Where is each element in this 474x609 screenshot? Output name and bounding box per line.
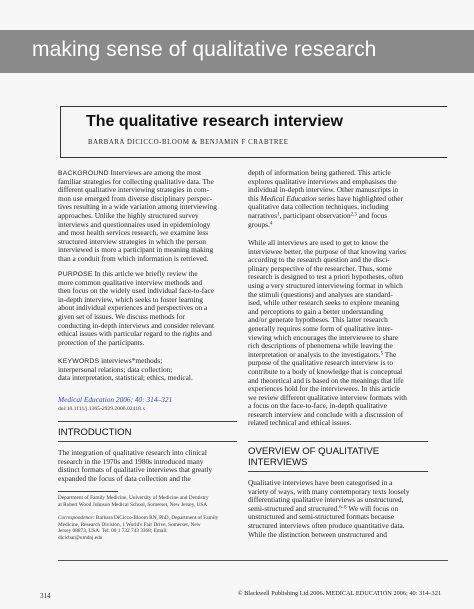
article-authors: BARBARA DICICCO-BLOOM & BENJAMIN F CRABTREE: [88, 139, 289, 146]
abstract-line: than a conduit from which information is retrieved.: [58, 253, 209, 263]
abstract-line: protection of the participants.: [58, 337, 145, 347]
copyright-line: © Blackwell Publishing Ltd 2006. MEDICAL EDUCATION 2006; 40: 314–321: [237, 590, 441, 597]
body-line: [248, 221, 430, 230]
body-line: a focus on the face-to-face, in-depth qualitative: [248, 401, 387, 411]
correspondence-label: Correspondence:: [58, 515, 95, 521]
correspondence-email: dicicbar@umdnj.edu: [58, 535, 103, 542]
body-line: explores qualitative interviews and emphasises the: [248, 176, 397, 186]
doi: doi:10.1111/j.1365-2929.2006.02418.x: [58, 406, 146, 412]
body-line: purpose of the qualitative research interview is to: [248, 358, 393, 368]
intro-line: research in the 1970s and 1980s introduced many: [58, 456, 204, 466]
body-line: research is designed to test a priori hypotheses, often: [248, 272, 404, 282]
article-title: The qualitative research interview: [86, 113, 343, 130]
right-para-1: [248, 169, 430, 229]
text-run: The: [383, 349, 397, 359]
abstract-line: structured interview strategies in which the person: [58, 236, 207, 246]
abstract-line: approaches. Unlike the highly structured survey: [58, 210, 199, 220]
text-run: narratives: [248, 210, 277, 220]
text-run: and focus: [356, 210, 388, 220]
abstract-keywords: [58, 357, 238, 383]
series-title: making sense of qualitative research: [32, 38, 377, 61]
section-divider: [248, 471, 428, 472]
abstract-background: [58, 169, 238, 264]
body-line: plinary perspective of the researcher. Thus, some: [248, 263, 392, 273]
correspondence: [58, 515, 243, 542]
abstract-line: tives resulting in a wide variation among interviewing: [58, 202, 217, 212]
body-line: and theoretical and is based on the meanings that life: [248, 375, 404, 385]
body-line: using a very structured interviewing format in which: [248, 280, 403, 290]
overview-heading-line: OVERVIEW OF QUALITATIVE: [248, 446, 380, 457]
text-run: interpretation or analysis to the investigators.: [248, 349, 381, 359]
affiliation-line: Department of Family Medicine, University of Medicine and Dentistry: [58, 495, 209, 501]
journal-citation: [58, 396, 238, 405]
body-line: [248, 212, 430, 221]
series-banner: [0, 30, 474, 73]
abstract-line: conducting in-depth interviews and consider relevant: [58, 320, 215, 330]
body-line: While all interviews are used to get to know the: [248, 238, 389, 247]
section-divider: [248, 441, 428, 442]
abstract-line: more common qualitative interview methods and: [58, 277, 203, 287]
reference-mark: 1: [276, 212, 280, 218]
body-line: interviewee better, the purpose of that knowing varies: [248, 246, 406, 256]
intro-line: The integration of qualitative research into clinical: [58, 448, 207, 457]
intro-line: distinct formats of qualitative interviews that greatly: [58, 465, 213, 475]
right-para-2: [248, 239, 430, 428]
body-line: differentiating qualitative interviews as unstructured,: [248, 495, 404, 505]
purpose-label: PURPOSE: [58, 271, 93, 278]
page-number: 314: [40, 592, 51, 600]
abstract-line: interviews and questionnaires used in epidemiology: [58, 219, 211, 229]
keywords-line: interpersonal relations; data collection;: [58, 364, 173, 374]
abstract-purpose: [58, 270, 238, 347]
keywords-line: interviews*methods;: [99, 356, 163, 365]
abstract-line: ethical issues with particular regard to the rights and: [58, 329, 212, 339]
intro-line: expanded the focus of data collection and the: [58, 473, 191, 483]
body-line: rich descriptions of phenomena while leaving the: [248, 341, 393, 351]
footnote-rule: [58, 491, 118, 492]
abstract-line: interviewed is more a participant in meaning making: [58, 245, 214, 255]
text-run: semi-structured and structured.: [248, 503, 340, 513]
text-run: groups.: [248, 219, 270, 229]
body-line: and/or generate hypotheses. This latter research: [248, 315, 388, 325]
affiliation: [58, 495, 243, 508]
body-line: unstructured and semi-structured formats because: [248, 512, 395, 522]
text-run: We will focus on: [346, 503, 399, 513]
body-line: and perceptions to gain a better understanding: [248, 306, 384, 316]
abstract-line: given set of issues. We discuss methods for: [58, 311, 185, 321]
correspondence-line: Barbara DiCicco-Bloom RN, PhD, Department of Family: [94, 515, 219, 521]
abstract-line: and most health services research, we examine less: [58, 228, 209, 238]
right-para-3: [248, 479, 430, 539]
footer-rule: [58, 560, 448, 561]
section-divider: [58, 421, 237, 422]
reference-mark: 2,3: [350, 212, 357, 218]
body-line: structured interviews often produce quantitative data.: [248, 520, 405, 530]
body-line: related technical and ethical issues.: [248, 418, 352, 428]
body-line: ised, while other research seeks to explore meaning: [248, 298, 400, 308]
abstract-line: different qualitative interviewing strategies in com-: [58, 185, 209, 195]
overview-heading: [248, 447, 379, 468]
correspondence-line: Medicine, Research Division, 1 World's Fair Drive, Somerset, New: [58, 521, 201, 528]
body-line: depth of information being gathered. This article: [248, 168, 391, 177]
body-line: research interview and conclude with a discussion of: [248, 409, 404, 419]
abstract-line: In this article we briefly review the: [92, 269, 198, 278]
body-line: the stimuli (questions) and analyses are standard-: [248, 289, 393, 299]
reference-mark: 5: [380, 351, 384, 357]
reference-mark: 6–8: [339, 505, 347, 511]
body-line: qualitative data collection techniques, including: [248, 202, 389, 212]
body-line: generally requires some form of qualitative inter-: [248, 323, 393, 333]
body-line: viewing which encourages the interviewee to share: [248, 332, 399, 342]
overview-heading-line: INTERVIEWS: [248, 456, 308, 468]
abstract-line: about individual experiences and perspectives on a: [58, 303, 208, 313]
journal-name: Medical Education: [260, 193, 317, 203]
affiliation-line: at Robert Wood Johnson Medical School, Somerset, New Jersey, USA: [58, 501, 208, 508]
keywords-line: data interpretation, statistical; ethics, medical.: [58, 373, 193, 383]
body-line: variety of ways, with many contemporary texts loosely: [248, 486, 410, 496]
reference-mark: 4: [269, 221, 273, 227]
abstract-line: in-depth interview, which seeks to foster learning: [58, 294, 203, 304]
keywords-label: KEYWORDS: [58, 358, 100, 365]
introduction-text: [58, 449, 238, 483]
abstract-line: then focus on the widely used individual face-to-face: [58, 286, 214, 296]
text-run: series have highlighted other: [316, 193, 404, 203]
introduction-heading: INTRODUCTION: [58, 427, 132, 438]
body-line: While the distinction between unstructured and: [248, 529, 387, 539]
text-run: this: [248, 193, 261, 203]
correspondence-line: Jersey 08873, USA. Tel: 00 1 732 743 3368; Email:: [58, 528, 168, 535]
background-label: BACKGROUND: [58, 170, 109, 177]
abstract-line: familiar strategies for collecting qualitative data. The: [58, 176, 214, 186]
body-line: Qualitative interviews have been categorised in a: [248, 478, 393, 487]
citation-text: Medical Education 2006; 40: 314–321: [58, 395, 173, 404]
body-line: according to the research question and the disci-: [248, 255, 390, 265]
body-line: we review different qualitative interview formats with: [248, 392, 407, 402]
body-line: individual in-depth interview. Other manuscripts in: [248, 185, 399, 195]
text-run: , participant observation: [279, 210, 351, 220]
abstract-line: mon use emerged from diverse disciplinary perspec-: [58, 193, 213, 203]
abstract-line: Interviews are among the most: [108, 168, 202, 177]
section-divider: [58, 441, 237, 442]
body-line: contribute to a body of knowledge that is conceptual: [248, 366, 403, 376]
body-line: experiences hold for the interviewees. In this article: [248, 384, 401, 394]
